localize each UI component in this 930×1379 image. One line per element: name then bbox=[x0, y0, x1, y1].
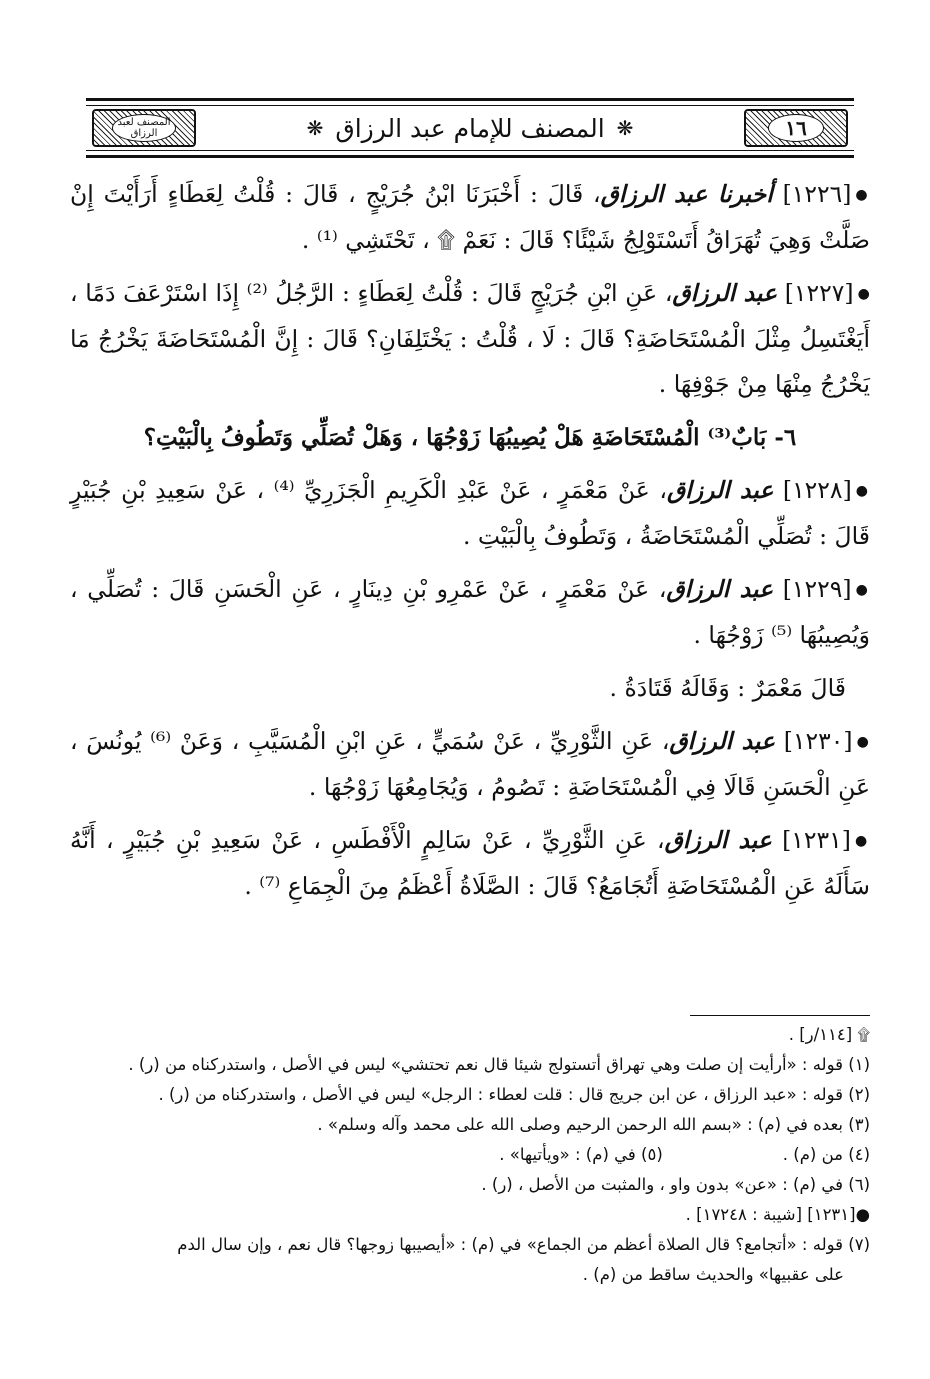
hadith-text: ، عَنْ مَعْمَرٍ ، عَنْ عَبْدِ الْكَرِيمِ الْجَزَرِيِّ ⁽⁴⁾ ، عَنْ سَعِيدِ بْنِ جُبَيْرٍ قَالَ : تُصَلِّي الْمُسْتَحَاضَةُ ، وَتَطُوفُ بِالْبَيْتِ . bbox=[70, 476, 870, 550]
hadith-text: ، قَالَ : أَخْبَرَنَا ابْنُ جُرَيْجٍ ، قَالَ : قُلْتُ لِعَطَاءٍ أَرَأَيْتَ إِنْ صَلَّتْ وَهِيَ تُهَرَاقُ أَتَسْتَوْلِجُ شَيْئًا؟ قَالَ : نَعَمْ ۩ ، تَحْتَشِي ⁽¹⁾ . bbox=[70, 180, 870, 254]
chapter-heading: ٦- بَابٌ⁽³⁾ الْمُسْتَحَاضَةِ هَلْ يُصِيبُهَا زَوْجُهَا ، وَهَلْ تُصَلِّي وَتَطُوفُ بِالْبَيْتِ؟ bbox=[143, 424, 797, 451]
hadith-number: [١٢٢٩] bbox=[782, 575, 852, 603]
hadith-isnad: عبد الرزاق bbox=[666, 476, 774, 504]
footnote-1: (١) قوله : «أرأيت إن صلت وهي تهراق أتستولج شيئا قال نعم تحتشي» ليس في الأصل ، واستدركناه من (ر) . bbox=[128, 1055, 870, 1074]
hadith-text: ، عَنْ مَعْمَرٍ ، عَنْ عَمْرِو بْنِ دِينَارٍ ، عَنِ الْحَسَنِ قَالَ : تُصَلِّي ، وَيُصِيبُهَا ⁽⁵⁾ زَوْجُهَا . bbox=[70, 575, 870, 649]
header-deco-right: ❋ bbox=[306, 116, 324, 140]
hadith-bullet: ● bbox=[856, 734, 870, 750]
footnote-reference: ●[١٢٣١] [شيبة : ١٧٢٤٨] . bbox=[685, 1205, 870, 1224]
hadith-number: [١٢٢٦] bbox=[782, 180, 852, 208]
narrator-note: قَالَ مَعْمَرٌ : وَقَالَهُ قَتَادَةُ . bbox=[609, 674, 846, 702]
hadith-1231 bbox=[70, 818, 870, 909]
footnote-divider bbox=[690, 1015, 870, 1016]
hadith-1229 bbox=[70, 567, 870, 658]
hadith-bullet: ● bbox=[855, 187, 870, 203]
footnote-3: (٣) بعده في (م) : «بسم الله الرحمن الرحيم وصلى الله على محمد وآله وسلم» . bbox=[317, 1115, 870, 1134]
footnote-5: (٥) في (م) : «ويأتيها» . bbox=[499, 1145, 663, 1164]
hadith-number: [١٢٣١] bbox=[782, 826, 851, 854]
hadith-bullet: ● bbox=[854, 833, 870, 849]
hadith-1228 bbox=[70, 468, 870, 559]
hadith-1226 bbox=[70, 172, 870, 263]
page-number: ١٦ bbox=[768, 114, 824, 142]
page-header bbox=[86, 98, 854, 158]
hadith-1227 bbox=[70, 271, 870, 407]
footnote-7: (٧) قوله : «أتجامع؟ قال الصلاة أعظم من الجماع» في (م) : «أيصيبها زوجها؟ قال نعم ، وإن سال الدم bbox=[177, 1235, 870, 1254]
hadith-text: ، عَنِ ابْنِ جُرَيْجٍ قَالَ : قُلْتُ لِعَطَاءٍ : الرَّجُلُ ⁽²⁾ إِذَا اسْتَرْعَفَ دَمًا ، أَيَغْتَسِلُ مِثْلَ الْمُسْتَحَاضَةِ؟ قَالَ : لَا ، قُلْتُ : يَخْتَلِفَانِ؟ قَالَ : إِنَّ الْمُسْتَحَاضَةَ يَخْرُجُ مَا يَخْرُجُ مِنْهَا مِنْ جَوْفِهَا . bbox=[70, 279, 870, 398]
hadith-isnad: عبد الرزاق bbox=[669, 727, 776, 755]
footnote-2: (٢) قوله : «عبد الرزاق ، عن ابن جريج قال : قلت لعطاء : الرجل» ليس في الأصل ، واستدركناه من (ر) . bbox=[158, 1085, 870, 1104]
main-text bbox=[70, 172, 870, 917]
hadith-number: [١٢٢٧] bbox=[784, 279, 854, 307]
header-ornament-label: المصنف لعبد الرزاق bbox=[112, 114, 176, 142]
hadith-bullet: ● bbox=[857, 286, 870, 302]
hadith-isnad: عبد الرزاق bbox=[666, 575, 774, 603]
hadith-text: ، عَنِ الثَّوْرِيِّ ، عَنْ سَالِمٍ الْأَفْطَسِ ، عَنْ سَعِيدِ بْنِ جُبَيْرٍ ، أَنَّهُ سَأَلَهُ عَنِ الْمُسْتَحَاضَةِ أَتُجَامَعُ؟ قَالَ : الصَّلَاةُ أَعْظَمُ مِنَ الْجِمَاعِ ⁽⁷⁾ . bbox=[70, 826, 870, 900]
footnote-7-continued: على عقبيها» والحديث ساقط من (م) . bbox=[582, 1265, 844, 1284]
footnote-4: (٤) من (م) . bbox=[782, 1145, 870, 1164]
hadith-number: [١٢٣٠] bbox=[783, 727, 853, 755]
hadith-number: [١٢٢٨] bbox=[782, 476, 852, 504]
hadith-bullet: ● bbox=[855, 582, 870, 598]
header-title-area bbox=[216, 109, 724, 147]
hadith-isnad: أخبرنا عبد الرزاق bbox=[600, 180, 773, 208]
hadith-text: ، عَنِ الثَّوْرِيِّ ، عَنْ سُمَيٍّ ، عَنِ ابْنِ الْمُسَيَّبِ ، وَعَنْ ⁽⁶⁾ يُونُسَ ، عَنِ الْحَسَنِ قَالَا فِي الْمُسْتَحَاضَةِ : تَصُومُ ، وَيُجَامِعُهَا زَوْجُهَا . bbox=[70, 727, 870, 801]
book-title: المصنف للإمام عبد الرزاق bbox=[335, 113, 605, 143]
footnote-marker: ۩ [١١٤/ر] . bbox=[788, 1025, 870, 1044]
hadith-isnad: عبد الرزاق bbox=[672, 279, 778, 307]
header-deco-left: ❋ bbox=[616, 116, 634, 140]
header-ornament-left bbox=[92, 109, 196, 147]
hadith-bullet: ● bbox=[855, 483, 870, 499]
page-number-frame bbox=[744, 109, 848, 147]
hadith-1230 bbox=[70, 719, 870, 810]
footnote-row-4-5 bbox=[100, 1140, 870, 1170]
hadith-isnad: عبد الرزاق bbox=[664, 826, 772, 854]
footnotes bbox=[100, 1015, 870, 1290]
footnote-6: (٦) في (م) : «عن» بدون واو ، والمثبت من الأصل ، (ر) . bbox=[481, 1175, 870, 1194]
